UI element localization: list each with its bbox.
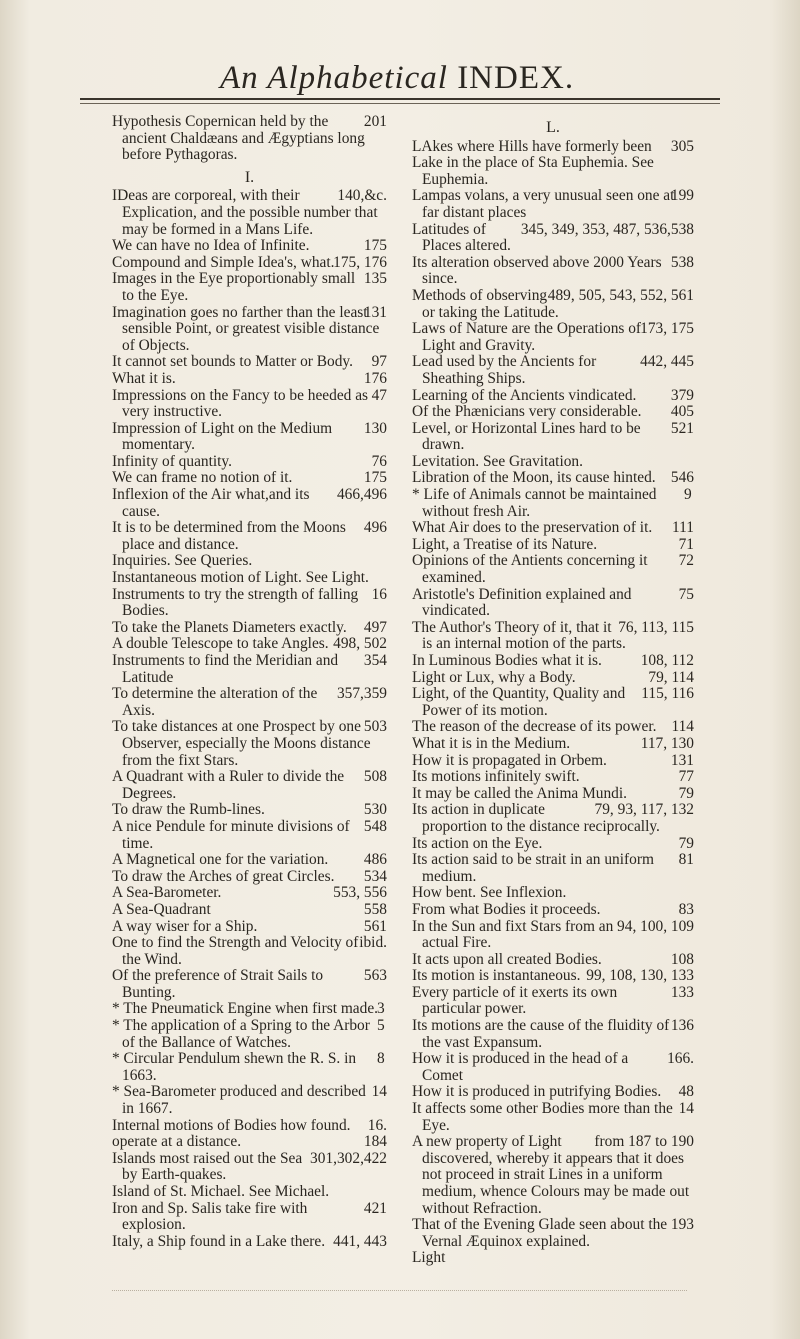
entry-text: * The Pneumatick Engine when first made. <box>112 1000 378 1018</box>
page-ref: 379 <box>670 386 694 404</box>
index-entry <box>412 836 694 853</box>
entry-text: Impression of Light on the Medium momentary. <box>112 419 333 454</box>
page-ref: 405 <box>670 403 694 421</box>
entry-text: Island of St. Michael. See Michael. <box>112 1183 330 1200</box>
index-entry <box>412 653 694 670</box>
page-ref: 140,&c. <box>337 187 387 205</box>
index-entry <box>412 587 694 620</box>
index-entry <box>412 670 694 687</box>
page-ref: 71 <box>678 535 694 553</box>
index-entry <box>112 769 387 802</box>
header-italic: An Alphabetical <box>220 60 448 96</box>
entry-text: To draw the Rumb-lines. <box>112 801 265 819</box>
section-letter-i: I. <box>244 168 255 186</box>
page-ref: 81 <box>678 851 694 869</box>
page-ref: 498, 502 <box>333 635 387 653</box>
entry-text: Its motion is instantaneous. <box>412 967 581 985</box>
entry-text: In the Sun and fixt Stars from an actual Fire. <box>412 917 614 952</box>
entry-text: What it is. <box>112 369 176 387</box>
index-entry <box>112 553 387 570</box>
index-entry <box>112 388 387 421</box>
page-ref: 76, 113, 115 <box>618 618 694 636</box>
entry-text: Latitudes of Places altered. <box>412 220 511 255</box>
page-ref: 561 <box>363 917 387 935</box>
page-ref: 345, 349, 353, 487, 536,538 <box>520 220 694 238</box>
entry-text: The reason of the decrease of its power. <box>412 718 657 736</box>
index-entry <box>412 753 694 770</box>
entry-text: Impressions on the Fancy to be heeded as very instructive. <box>112 386 369 421</box>
entry-text: Infinity of quantity. <box>112 452 232 470</box>
entry-text: Images in the Eye proportionably small to the Eye. <box>112 270 356 304</box>
index-entry <box>412 404 694 421</box>
page-ref: 111 <box>672 519 694 537</box>
page-ref: 534 <box>363 867 387 885</box>
entries-i <box>112 188 387 1250</box>
entry-text: The Author's Theory of it, that it is an internal motion of the parts. <box>412 618 626 653</box>
page-ref: 486 <box>363 851 387 869</box>
index-entry <box>112 636 387 653</box>
entry-text: * Circular Pendulum shewn the R. S. in 1663. <box>112 1050 357 1084</box>
index-entry <box>412 885 694 902</box>
index-entry <box>112 919 387 936</box>
index-entry <box>412 553 694 586</box>
page-ref: 201 <box>363 113 387 130</box>
page-ref: 5 <box>377 1017 385 1035</box>
page-ref: 176 <box>363 369 387 387</box>
page-ref: 47 <box>371 386 387 404</box>
page-ref: 83 <box>678 900 694 918</box>
index-entry <box>412 139 694 156</box>
index-entry <box>112 935 387 968</box>
intro-list <box>112 114 387 164</box>
page-ref: 108 <box>670 950 694 968</box>
page-ref: 421 <box>363 1199 387 1217</box>
page-ref: 508 <box>363 768 387 786</box>
entry-text: How it is produced in putrifying Bodies. <box>412 1083 662 1101</box>
entry-text: Methods of observing or taking the Latitude. <box>412 286 559 321</box>
page-ref: 133 <box>670 983 694 1001</box>
index-entry <box>412 968 694 985</box>
entry-text: Libration of the Moon, its cause hinted. <box>412 469 656 487</box>
page-ref: 357,359 <box>336 685 387 703</box>
page-ref: 546 <box>670 469 694 487</box>
index-entry <box>412 520 694 537</box>
section-letter-l: L. <box>546 119 560 136</box>
index-entry <box>112 1234 387 1251</box>
entry-text: Lead used by the Ancients for Sheathing Ships. <box>412 353 597 387</box>
page-ref: 79 <box>678 834 694 852</box>
index-entry <box>112 271 387 304</box>
page-ref: 9 <box>684 486 692 504</box>
index-entry <box>412 1051 694 1084</box>
index-entry <box>112 114 387 164</box>
entry-text: We can frame no notion of it. <box>112 469 293 487</box>
index-entry <box>412 1101 694 1134</box>
entry-text: Instantaneous motion of Light. See Light. <box>112 569 369 587</box>
index-entry <box>112 354 387 371</box>
entry-text: To determine the alteration of the Axis. <box>112 685 318 719</box>
entry-text: Of the preference of Strait Sails to Bunting. <box>112 967 324 1001</box>
entry-text: Compound and Simple Idea's, what. <box>112 253 335 271</box>
entry-text: It is to be determined from the Moons place and distance. <box>112 519 346 553</box>
page-ref: from 187 to 190 <box>594 1133 694 1151</box>
page-ref: 48 <box>678 1083 694 1101</box>
index-entry <box>412 388 694 405</box>
entry-text: Internal motions of Bodies how found. <box>112 1116 351 1134</box>
index-entry <box>112 653 387 686</box>
index-entry <box>112 487 387 520</box>
page-ref: 184 <box>363 1133 387 1151</box>
page-ref: 75 <box>678 585 694 603</box>
index-entry <box>112 371 387 388</box>
index-entry <box>412 686 694 719</box>
index-entry <box>412 719 694 736</box>
entry-text: LAkes where Hills have formerly been <box>412 137 652 155</box>
page-ref: 354 <box>363 652 387 669</box>
page-ref: 79 <box>678 784 694 802</box>
index-entry <box>112 520 387 553</box>
index-entry <box>112 1051 387 1084</box>
page-ref: 114 <box>671 718 694 736</box>
entry-text: A Quadrant with a Ruler to divide the Degrees. <box>112 768 345 802</box>
page-ref: 489, 505, 543, 552, 561 <box>547 286 694 304</box>
entry-text: What it is in the Medium. <box>412 734 571 752</box>
index-entry <box>412 255 694 288</box>
page-ref: 8 <box>377 1050 385 1068</box>
index-entry <box>112 305 387 355</box>
entry-text: Of the Phænicians very considerable. <box>412 403 642 421</box>
index-entry <box>112 1201 387 1234</box>
index-entry <box>112 869 387 886</box>
entry-text: Lake in the place of Sta Euphemia. See Euphemia. <box>412 154 654 188</box>
index-entry <box>112 1134 387 1151</box>
page-ref: 199 <box>670 187 694 205</box>
entry-text: Learning of the Ancients vindicated. <box>412 386 637 404</box>
index-entry <box>112 968 387 1001</box>
index-entry <box>412 620 694 653</box>
page-ref: 99, 108, 130, 133 <box>586 967 694 985</box>
page-ref: 3 <box>377 1000 385 1018</box>
page-ref: 79, 114 <box>648 668 694 686</box>
entry-text: Its action said to be strait in an uniform medium. <box>412 851 654 885</box>
entry-text: Lampas volans, a very unusual seen one at far distant places <box>412 187 675 221</box>
index-entry <box>112 852 387 869</box>
index-entry <box>412 919 694 952</box>
index-entry <box>412 1018 694 1051</box>
index-entry <box>412 1084 694 1101</box>
page-ref: 441, 443 <box>333 1232 387 1250</box>
entry-text: A Sea-Quadrant <box>112 900 211 918</box>
entry-text: How bent. See Inflexion. <box>412 884 567 902</box>
index-entry <box>412 487 694 520</box>
index-entry <box>412 852 694 885</box>
left-column <box>112 114 387 1250</box>
page-ref: 115, 116 <box>641 685 694 703</box>
index-entry <box>112 902 387 919</box>
page-ref: 548 <box>363 817 387 835</box>
index-entry <box>112 421 387 454</box>
page-ref: 503 <box>363 718 387 736</box>
page-ref: 497 <box>363 618 387 636</box>
index-entry <box>412 802 694 835</box>
index-entry <box>412 769 694 786</box>
index-entry <box>112 1118 387 1135</box>
entry-text: * The application of a Spring to the Arbor of the Ballance of Watches. <box>112 1017 370 1051</box>
entry-text: IDeas are corporeal, with their Explication, and the possible number that may be formed in a Mans Life. <box>112 187 378 238</box>
index-entry <box>412 222 694 255</box>
page-ref: 76 <box>371 452 387 470</box>
index-entry <box>412 1217 694 1250</box>
entry-text: That of the Evening Glade seen about the Vernal Æquinox explained. <box>412 1216 668 1250</box>
page-ref: 72 <box>678 552 694 570</box>
entry-text: In Luminous Bodies what it is. <box>412 652 602 669</box>
entry-text: A nice Pendule for minute divisions of time. <box>112 817 350 852</box>
index-entry <box>112 1151 387 1184</box>
page-ref: 496 <box>363 519 387 537</box>
index-entry <box>412 188 694 221</box>
index-entry <box>412 952 694 969</box>
index-entry <box>412 1134 694 1217</box>
header-rest: INDEX. <box>457 60 575 96</box>
page-ref: 166. <box>667 1050 694 1068</box>
entry-text: We can have no Idea of Infinite. <box>112 237 310 255</box>
index-entry <box>412 354 694 387</box>
page-ref: 136 <box>670 1017 694 1035</box>
entry-text: A Sea-Barometer. <box>112 884 222 902</box>
page-ref: 305 <box>670 137 694 155</box>
index-entry <box>112 620 387 637</box>
entry-text: Imagination goes no farther than the least sensible Point, or greatest visible distance of Objects. <box>112 303 380 354</box>
entry-text: A way wiser for a Ship. <box>112 917 258 935</box>
page-ref: 131 <box>670 751 694 769</box>
page-ref: 301,302,422 <box>310 1149 387 1167</box>
entries-l <box>412 139 694 1267</box>
entry-text: Islands most raised out the Sea by Earth-quakes. <box>112 1149 303 1184</box>
index-entry <box>112 454 387 471</box>
index-entry <box>412 786 694 803</box>
page-ref: 16 <box>371 585 387 603</box>
index-entry <box>112 587 387 620</box>
page-ref: 175 <box>363 469 387 487</box>
page-ref: 538 <box>670 253 694 271</box>
entry-text: To take distances at one Prospect by one Observer, especially the Moons distance from the fixt Stars. <box>112 718 371 769</box>
entry-text: It affects some other Bodies more than the Eye. <box>412 1100 673 1134</box>
index-entry <box>112 719 387 769</box>
page-ref: 14 <box>678 1100 694 1118</box>
entry-text: Light, a Treatise of its Nature. <box>412 535 598 553</box>
entry-text: Instruments to try the strength of falling Bodies. <box>112 585 359 620</box>
page-header <box>220 60 574 97</box>
entry-text: Hypothesis Copernican held by the ancient Chaldæans and Ægyptians long before Pythagoras. <box>112 113 365 164</box>
page-ref: 79, 93, 117, 132 <box>594 801 694 819</box>
entry-text: Instruments to find the Meridian and Latitude <box>112 652 339 686</box>
entry-text: To take the Planets Diameters exactly. <box>112 618 347 636</box>
entry-text: Every particle of it exerts its own particular power. <box>412 983 618 1018</box>
entry-text: One to find the Strength and Velocity of the Wind. <box>112 934 359 968</box>
page-ref: 175, 176 <box>333 253 387 271</box>
index-entry <box>412 288 694 321</box>
entry-text: How it is produced in the head of a Comet <box>412 1050 629 1084</box>
page-ref: ibid. <box>359 934 387 952</box>
entry-text: What Air does to the preservation of it. <box>412 519 653 537</box>
index-entry <box>412 1250 694 1267</box>
page-ref: 442, 445 <box>640 353 694 371</box>
entry-text: Light <box>412 1249 446 1267</box>
entry-text: A new property of Light discovered, whereby it appears that it does not proceed in strait Lines in a uniform medium, whence Colours may be made out without Refraction. <box>412 1133 690 1217</box>
entry-text: Light or Lux, why a Body. <box>412 668 576 686</box>
entry-text: A double Telescope to take Angles. <box>112 635 329 653</box>
page-ref: 94, 100, 109 <box>617 917 694 935</box>
entry-text: operate at a distance. <box>112 1133 242 1151</box>
index-entry <box>112 570 387 587</box>
index-entry <box>112 255 387 272</box>
index-entry <box>112 470 387 487</box>
index-entry <box>112 188 387 238</box>
page-ref: 108, 112 <box>640 652 694 669</box>
index-entry <box>412 537 694 554</box>
index-entry <box>112 686 387 719</box>
entry-text: Its action in duplicate proportion to the distance reciprocally. <box>412 801 660 835</box>
entry-text: Light, of the Quantity, Quality and Power of its motion. <box>412 685 626 719</box>
page-ref: 77 <box>678 768 694 786</box>
entry-text: It cannot set bounds to Matter or Body. <box>112 353 353 371</box>
page-ref: 14 <box>371 1083 387 1101</box>
bottom-edge <box>112 1290 687 1292</box>
page-ref: 16. <box>367 1116 387 1134</box>
page-ref: 521 <box>670 419 694 437</box>
index-entry <box>412 736 694 753</box>
page-ref: 97 <box>371 353 387 371</box>
page-ref: 553, 556 <box>333 884 387 902</box>
header-rule-thin <box>80 103 720 104</box>
index-entry <box>112 802 387 819</box>
index-entry <box>412 902 694 919</box>
page-ref: 131 <box>363 303 387 321</box>
index-entry <box>112 1001 387 1018</box>
page-ref: 558 <box>363 900 387 918</box>
entry-text: Its motions are the cause of the fluidity of the vast Expansum. <box>412 1017 670 1051</box>
entry-text: Inquiries. See Queries. <box>112 552 253 570</box>
entry-text: A Magnetical one for the variation. <box>112 851 329 869</box>
entry-text: Laws of Nature are the Operations of Light and Gravity. <box>412 320 642 354</box>
entry-text: Levitation. See Gravitation. <box>412 452 583 470</box>
page-ref: 466,496 <box>336 486 387 504</box>
index-entry <box>412 321 694 354</box>
entry-text: * Sea-Barometer produced and described in 1667. <box>112 1083 366 1118</box>
entry-text: Aristotle's Definition explained and vindicated. <box>412 585 632 620</box>
index-entry <box>412 155 694 188</box>
entry-text: To draw the Arches of great Circles. <box>112 867 335 885</box>
index-entry <box>112 1018 387 1051</box>
index-entry <box>112 885 387 902</box>
entry-text: It may be called the Anima Mundi. <box>412 784 627 802</box>
entry-text: It acts upon all created Bodies. <box>412 950 602 968</box>
index-entry <box>412 985 694 1018</box>
entry-text: Its alteration observed above 2000 Years since. <box>412 253 662 288</box>
page-ref: 135 <box>363 270 387 288</box>
page-ref: 530 <box>363 801 387 819</box>
index-entry <box>112 238 387 255</box>
entry-text: From what Bodies it proceeds. <box>412 900 601 918</box>
page-ref: 175 <box>363 237 387 255</box>
entry-text: Level, or Horizontal Lines hard to be drawn. <box>412 419 641 454</box>
page-ref: 193 <box>670 1216 694 1234</box>
page-ref: 117, 130 <box>640 734 694 752</box>
entry-text: Italy, a Ship found in a Lake there. <box>112 1232 326 1250</box>
page-ref: 563 <box>363 967 387 985</box>
page-ref: 130 <box>363 419 387 437</box>
entry-text: * Life of Animals cannot be maintained without fresh Air. <box>412 486 657 520</box>
index-entry <box>412 454 694 471</box>
entry-text: Its action on the Eye. <box>412 834 543 852</box>
index-entry <box>412 470 694 487</box>
entry-text: How it is propagated in Orbem. <box>412 751 607 769</box>
index-entry <box>112 1084 387 1117</box>
page-ref: 173, 175 <box>640 320 694 338</box>
entry-text: Opinions of the Antients concerning it examined. <box>412 552 648 587</box>
right-column <box>412 114 694 1267</box>
index-entry <box>412 421 694 454</box>
entry-text: Inflexion of the Air what,and its cause. <box>112 486 310 520</box>
entry-text: Its motions infinitely swift. <box>412 768 580 786</box>
entry-text: Iron and Sp. Salis take fire with explosion. <box>112 1199 308 1234</box>
index-entry <box>112 1184 387 1201</box>
index-entry <box>112 819 387 852</box>
header-rule <box>80 98 720 100</box>
